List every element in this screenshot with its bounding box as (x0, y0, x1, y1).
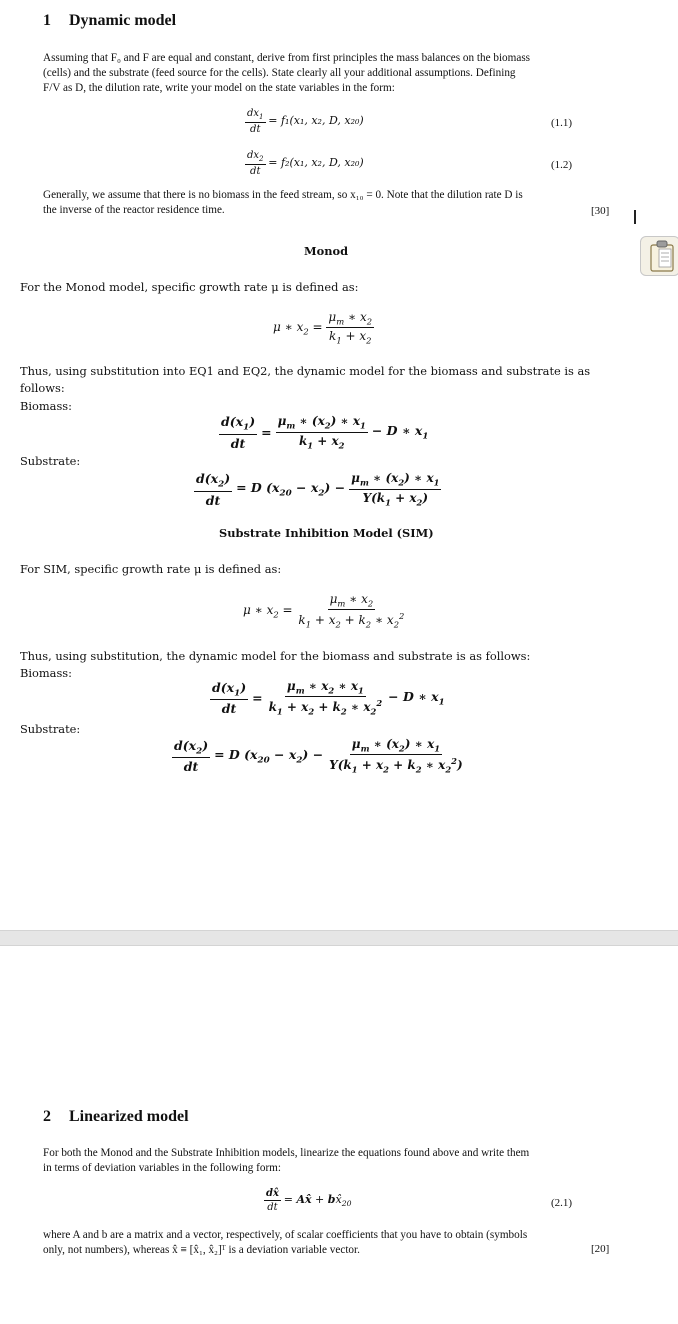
equation-number: (1.1) (551, 117, 573, 129)
section-2-after (43, 1228, 603, 1258)
sim-thus: Thus, using substitution, the dynamic model for the biomass and substrate is as follows: (20, 649, 531, 663)
sim-definition: For SIM, specific growth rate μ is defined as: (20, 562, 282, 576)
text-cursor (634, 210, 636, 224)
equation-2-1: $\frac{dx̂}{dt}$ = Ax̂ + $bx̂_{20}$ (266, 1188, 352, 1213)
monod-mu-equation: μ ∗ $x_2$ = $\frac{\mu_m ∗ x_2}{k_1 + x_2}$ (273, 310, 373, 346)
equation-1-1: $\frac{dx_1}{dt}$ = f₁(x₁, x₂, D, x₂₀) (247, 108, 364, 135)
equation-rhs: = f₂(x₁, x₂, D, x₂₀) (268, 156, 364, 170)
intro-line: (cells) and the substrate (feed source for the cells). State clearly all your additional assumptions. Defining (43, 67, 516, 79)
equation-number: (1.2) (551, 159, 573, 171)
monod-definition: For the Monod model, specific growth rate μ is defined as: (20, 280, 359, 294)
sim-biomass-equation: $\frac{d(x_1)}{dt}$ = $\frac{\mu_m ∗ x_2 ∗ x_1}{k_1 + x_2 + k_2 ∗ x_2^2}$ − D ∗ $x_1$ (212, 679, 445, 717)
monod-thus (20, 363, 620, 397)
section-number: 2 (43, 1108, 51, 1125)
monod-biomass-equation: $\frac{d(x_1)}{dt}$ = $\frac{\mu_m ∗ (x_2) ∗ x_1}{k_1 + x_2}$ − D ∗ $x_1$ (221, 414, 429, 451)
clipboard-icon[interactable] (640, 236, 678, 276)
intro-line: in terms of deviation variables in the following form: (43, 1162, 281, 1174)
thus-line: Thus, using substitution into EQ1 and EQ2, the dynamic model for the biomass and substrate is as (20, 364, 591, 378)
equation-number: (2.1) (551, 1197, 573, 1209)
thus-line: follows: (20, 381, 65, 395)
equation-rhs: = f₁(x₁, x₂, D, x₂₀) (268, 114, 364, 128)
section-2-intro (43, 1146, 603, 1176)
intro-line: F/V as D, the dilution rate, write your model on the state variables in the form: (43, 82, 395, 94)
intro-line: For both the Monod and the Substrate Inhibition models, linearize the equations found above and write them (43, 1147, 530, 1159)
biomass-label: Biomass: (20, 666, 72, 680)
note-line: the inverse of the reactor residence time. (43, 204, 225, 216)
section-2-heading (43, 1108, 189, 1126)
after-line: only, not numbers), whereas x̂ ≡ [x̂₁, x̂₂]ᵀ is a deviation variable vector. (43, 1244, 360, 1256)
section-title: Dynamic model (69, 12, 177, 29)
sim-heading: Substrate Inhibition Model (SIM) (219, 526, 434, 540)
section-number: 1 (43, 12, 51, 29)
section-1-note (43, 188, 608, 218)
marks-label: [20] (591, 1243, 610, 1255)
substrate-label: Substrate: (20, 454, 81, 468)
biomass-label: Biomass: (20, 399, 72, 413)
monod-substrate-equation: $\frac{d(x_2)}{dt}$ = D $(x_{20} - x_2)$ − $\frac{\mu_m ∗ (x_2) ∗ x_1}{Y(k_1 + x_2)}$ (196, 471, 440, 508)
equation-1-2: $\frac{dx_2}{dt}$ = f₂(x₁, x₂, D, x₂₀) (247, 150, 364, 177)
section-title: Linearized model (69, 1108, 189, 1125)
section-1-intro (43, 51, 603, 96)
intro-line: Assuming that F₀ and F are equal and constant, derive from first principles the mass balances on the biomass (43, 52, 531, 64)
section-1-heading (43, 12, 176, 30)
sim-substrate-equation: $\frac{d(x_2)}{dt}$ = D $(x_{20} - x_2)$ − $\frac{\mu_m ∗ (x_2) ∗ x_1}{Y(k_1 + x_2 + k_2 ∗ x_2^2)}$ (174, 737, 463, 775)
page-separator (0, 930, 678, 946)
sim-mu-equation: μ ∗ $x_2$ = $\frac{\mu_m ∗ x_2}{k_1 + x_2 + k_2 ∗ x_2^2}$ (243, 592, 405, 630)
monod-heading: Monod (304, 244, 349, 258)
marks-label: [30] (591, 205, 610, 217)
substrate-label: Substrate: (20, 722, 81, 736)
note-line: Generally, we assume that there is no biomass in the feed stream, so x₁₀ = 0. Note that the dilution rate D is (43, 189, 523, 201)
after-line: where A and b are a matrix and a vector, respectively, of scalar coefficients that you have to obtain (symbols (43, 1229, 528, 1241)
